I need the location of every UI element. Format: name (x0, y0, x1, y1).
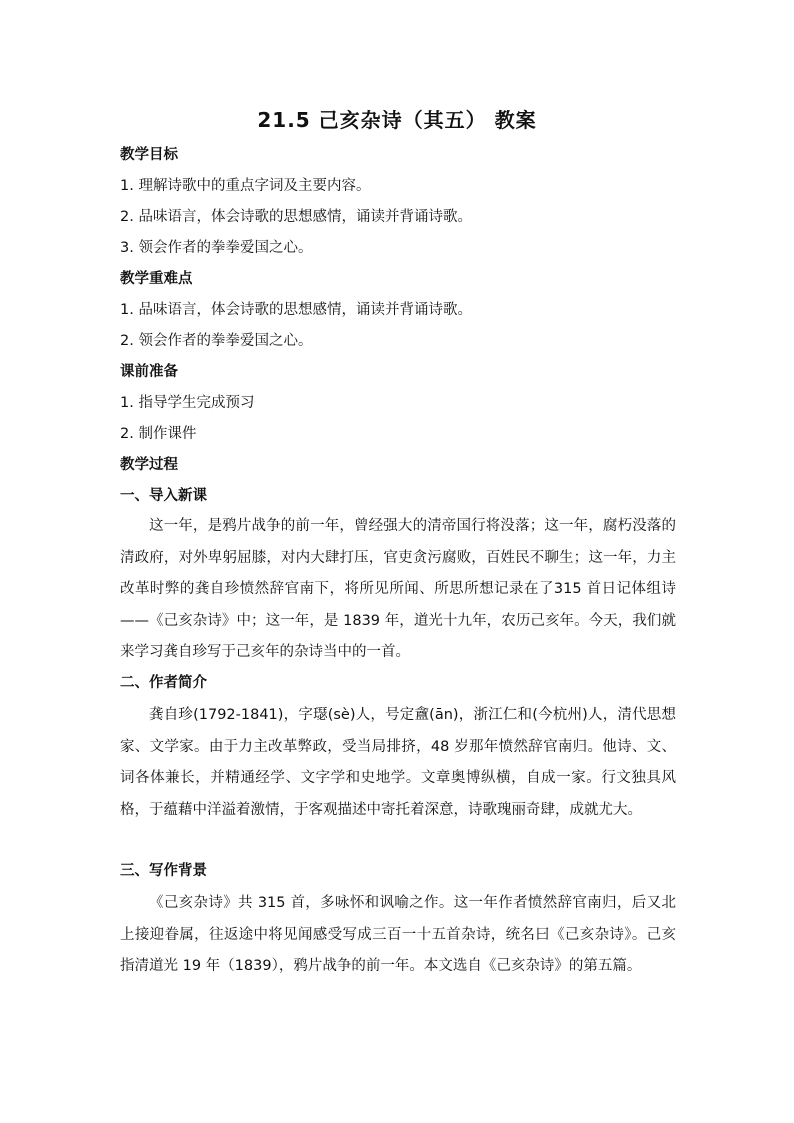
author-paragraph: 龚自珍(1792-1841)，字璱(sè)人，号定盦(ān)，浙江仁和(今杭州)人，清代思想家、文学家。由于力主改革弊政，受当局排挤，48 岁那年愤然辞官南归。他诗、文、词各体兼长，并精通经学、文字学和史地学。文章奥博纵横，自成一家。行文独具风格，于蕴藉中洋溢着激情，于客观描述中寄托着深意，诗歌瑰丽奇肆，成就尤大。 (120, 707, 676, 818)
subsection-heading: 三、写作背景 (120, 863, 207, 879)
subsection-heading: 二、作者简介 (120, 675, 207, 691)
goal-item: 2. 品味语言，体会诗歌的思想感情，诵读并背诵诗歌。 (120, 209, 472, 225)
page-title: 21.5 己亥杂诗（其五） 教案 (257, 108, 537, 132)
goal-item: 3. 领会作者的拳拳爱国之心。 (120, 240, 313, 256)
section-heading: 教学过程 (120, 457, 178, 473)
key-point-item: 2. 领会作者的拳拳爱国之心。 (120, 333, 313, 349)
key-point-item: 1. 品味语言，体会诗歌的思想感情，诵读并背诵诗歌。 (120, 302, 472, 318)
subsection-heading: 一、导入新课 (120, 488, 207, 504)
section-heading: 教学目标 (120, 147, 178, 163)
preparation-item: 2. 制作课件 (120, 426, 197, 442)
section-heading: 教学重难点 (120, 271, 193, 287)
goal-item: 1. 理解诗歌中的重点字词及主要内容。 (120, 178, 371, 194)
section-teaching-goals (120, 145, 676, 165)
intro-paragraph: 这一年，是鸦片战争的前一年，曾经强大的清帝国行将没落；这一年，腐朽没落的清政府，对外卑躬屈膝，对内大肆打压，官吏贪污腐败，百姓民不聊生；这一年，力主改革时弊的龚自珍愤然辞官南下，将所见所闻、所思所想记录在了315 首日记体组诗——《己亥杂诗》中；这一年，是 1839 年，道光十九年，农历己亥年。今天，我们就来学习龚自珍写于己亥年的杂诗当中的一首。 (120, 518, 676, 660)
preparation-item: 1. 指导学生完成预习 (120, 395, 255, 411)
background-paragraph: 《己亥杂诗》共 315 首，多咏怀和讽喻之作。这一年作者愤然辞官南归，后又北上接迎眷属，往返途中将见闻感受写成三百一十五首杂诗，统名曰《己亥杂诗》。己亥指清道光 19 年（1839），鸦片战争的前一年。本文选自《己亥杂诗》的第五篇。 (120, 895, 676, 974)
section-heading: 课前准备 (120, 364, 178, 380)
